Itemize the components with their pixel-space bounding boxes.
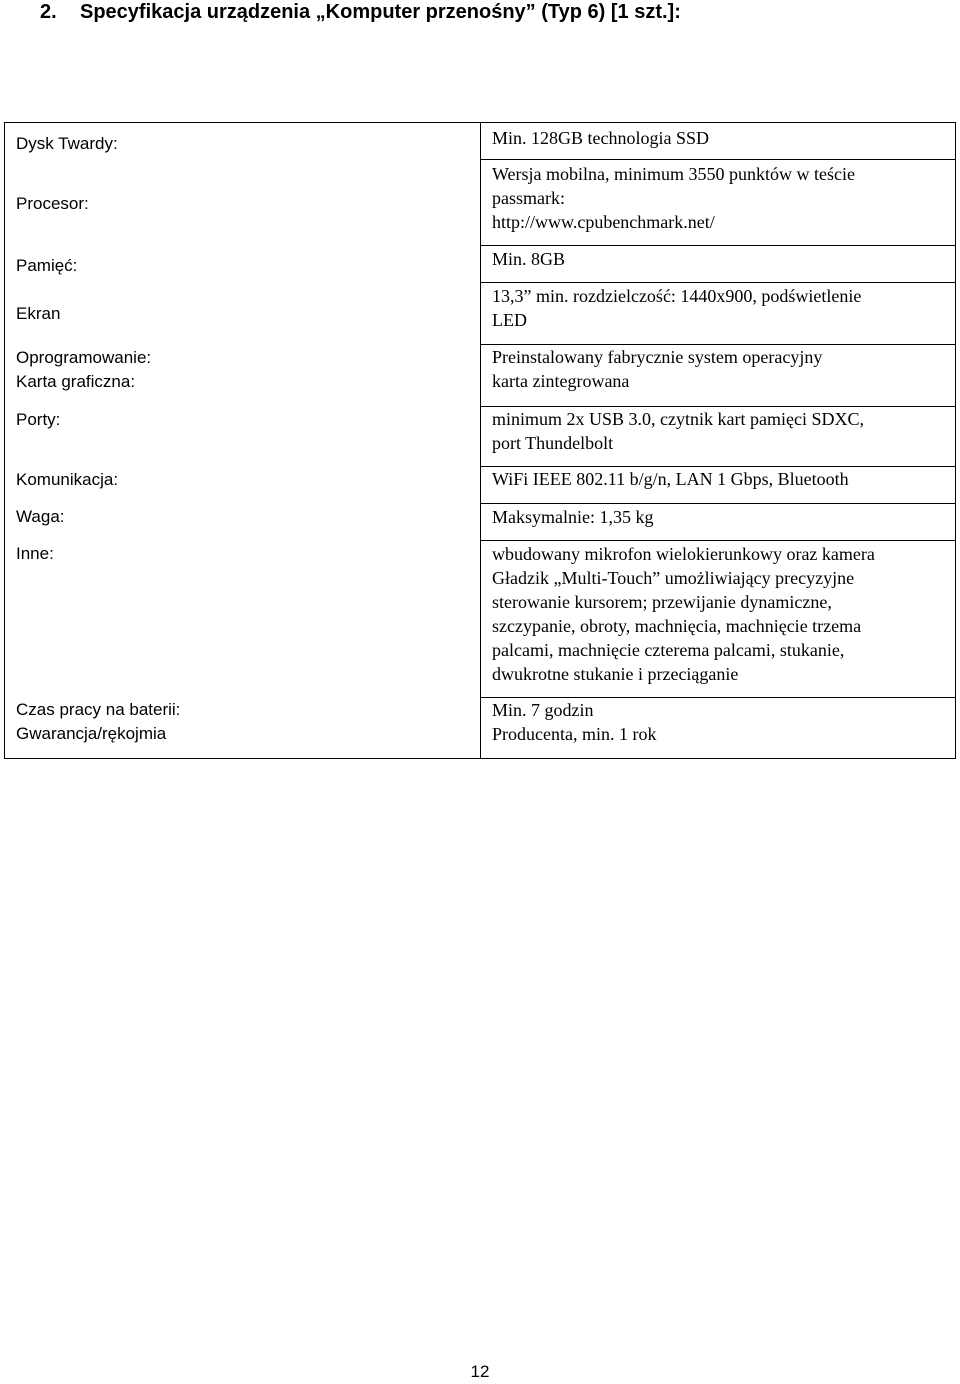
value-line: Min. 7 godzin [492, 700, 594, 720]
value-line: http://www.cpubenchmark.net/ [492, 212, 715, 232]
value-processor [481, 160, 955, 246]
value-line: karta zintegrowana [492, 371, 630, 391]
value-line: Preinstalowany fabrycznie system operacyjny [492, 347, 823, 367]
value-line: palcami, machnięcie czterema palcami, stukanie, [492, 640, 845, 660]
value-line: WiFi IEEE 802.11 b/g/n, LAN 1 Gbps, Bluetooth [492, 469, 849, 489]
value-line: port Thundelbolt [492, 433, 614, 453]
value-battery-warranty [481, 698, 955, 758]
label-memory: Pamięć: [16, 256, 78, 275]
value-screen [481, 283, 955, 345]
value-line: Min. 128GB technologia SSD [492, 128, 710, 148]
label-disk: Dysk Twardy: [16, 134, 118, 153]
values-column [481, 123, 956, 759]
value-line: Maksymalnie: 1,35 kg [492, 507, 654, 527]
label-software: Oprogramowanie: [16, 348, 152, 367]
value-weight [481, 504, 955, 541]
value-line: wbudowany mikrofon wielokierunkowy oraz kamera [492, 544, 875, 564]
label-communication: Komunikacja: [16, 470, 119, 489]
label-ports: Porty: [16, 410, 61, 429]
label-graphics: Karta graficzna: [16, 372, 136, 391]
label-warranty: Gwarancja/rękojmia [16, 724, 167, 743]
value-line: passmark: [492, 188, 565, 208]
value-line: LED [492, 310, 527, 330]
value-line: Min. 8GB [492, 249, 566, 269]
section-title: Specyfikacja urządzenia „Komputer przenośny” (Typ 6) [1 szt.]: [80, 1, 681, 23]
value-disk [481, 123, 955, 160]
value-line: sterowanie kursorem; przewijanie dynamiczne, [492, 592, 832, 612]
value-communication [481, 467, 955, 504]
value-line: Producenta, min. 1 rok [492, 724, 657, 744]
label-screen: Ekran [16, 304, 61, 323]
value-line: Gładzik „Multi-Touch” umożliwiający precyzyjne [492, 568, 855, 588]
page-number: 12 [470, 1362, 490, 1381]
label-weight: Waga: [16, 507, 65, 526]
section-heading [40, 0, 681, 24]
labels-column [5, 123, 481, 759]
value-ports [481, 407, 955, 467]
label-battery: Czas pracy na baterii: [16, 700, 181, 719]
value-line: Wersja mobilna, minimum 3550 punktów w teście [492, 164, 855, 184]
value-other [481, 541, 955, 698]
value-software-graphics [481, 345, 955, 407]
label-processor: Procesor: [16, 194, 89, 213]
value-memory [481, 246, 955, 283]
spec-table [4, 122, 956, 759]
value-line: szczypanie, obroty, machnięcia, machnięcie trzema [492, 616, 862, 636]
value-line: 13,3” min. rozdzielczość: 1440x900, podświetlenie [492, 286, 862, 306]
section-number: 2. [40, 1, 57, 23]
value-line: dwukrotne stukanie i przeciąganie [492, 664, 739, 684]
value-line: minimum 2x USB 3.0, czytnik kart pamięci SDXC, [492, 409, 864, 429]
label-other: Inne: [16, 544, 54, 563]
